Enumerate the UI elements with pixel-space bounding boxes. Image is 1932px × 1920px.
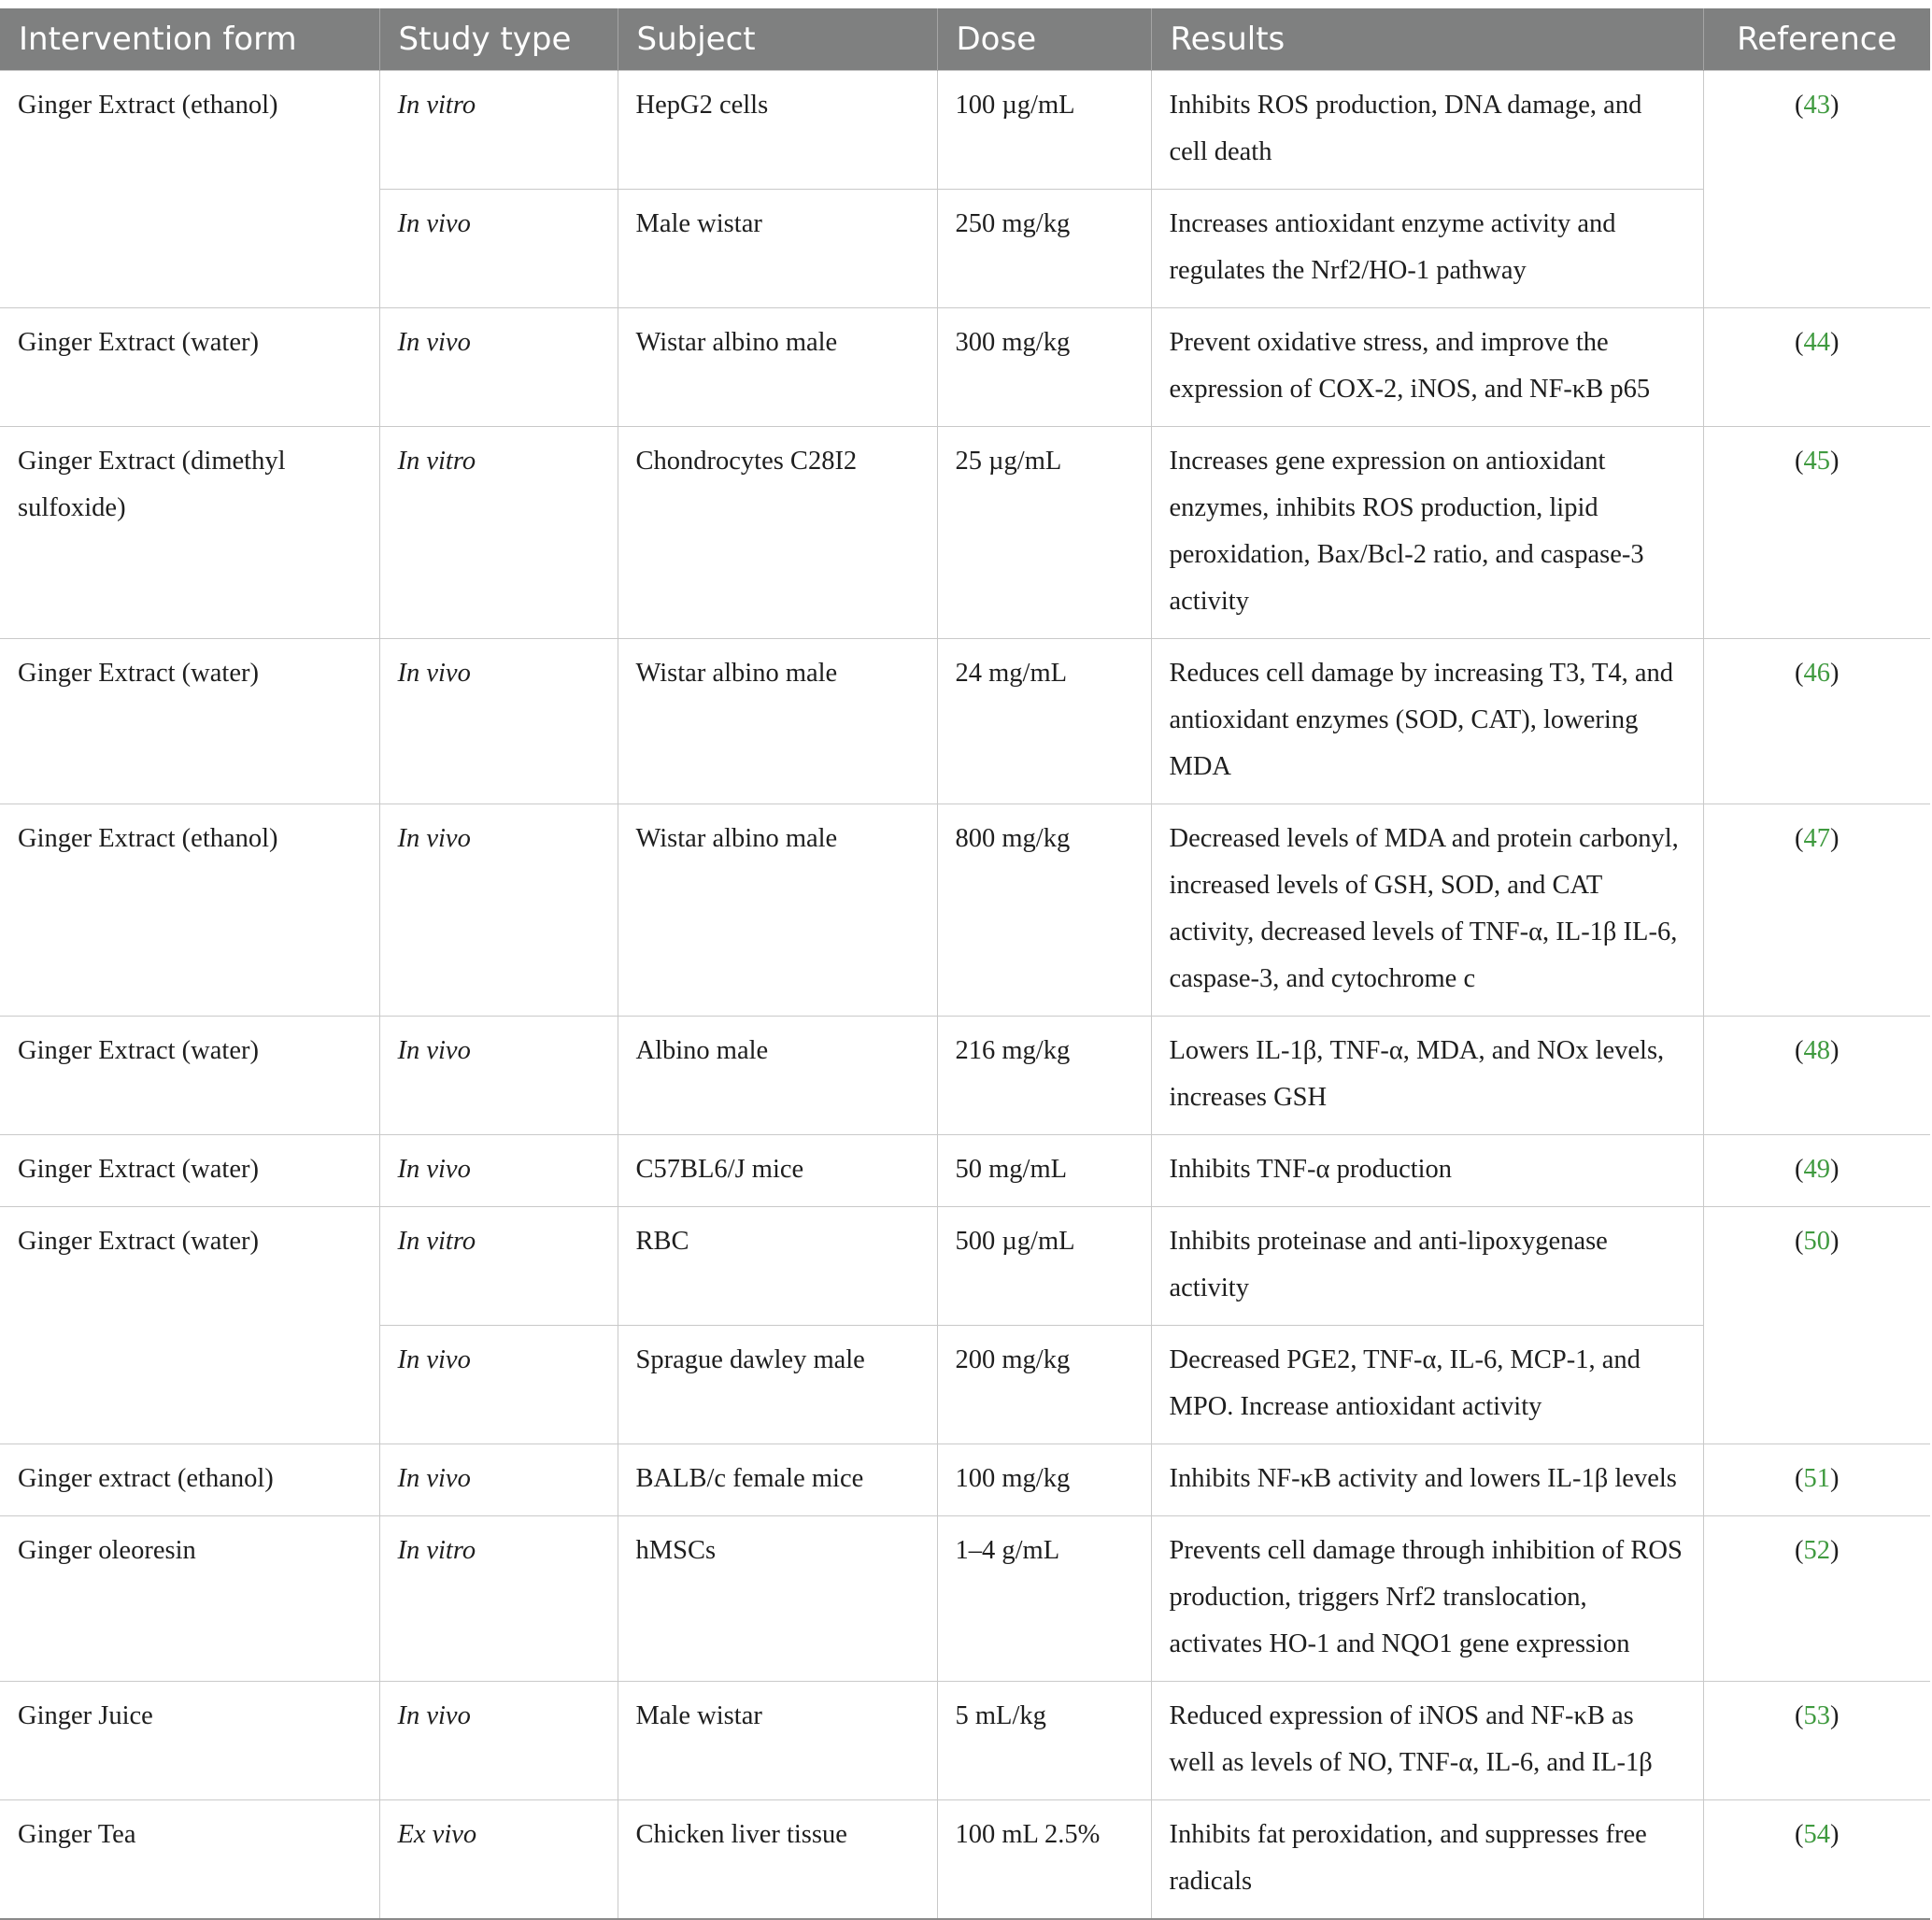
reference-cell bbox=[1703, 1207, 1930, 1444]
study-type-cell: In vitro bbox=[379, 1516, 618, 1682]
reference-cell bbox=[1703, 308, 1930, 427]
dose-cell: 1–4 g/mL bbox=[937, 1516, 1151, 1682]
study-type-cell: In vitro bbox=[379, 71, 618, 190]
reference-cell bbox=[1703, 1017, 1930, 1135]
paren-close: ) bbox=[1830, 328, 1840, 357]
table-body bbox=[0, 71, 1930, 1920]
intervention-form-cell: Ginger Extract (water) bbox=[0, 1207, 379, 1444]
paren-open: ( bbox=[1795, 328, 1804, 357]
reference-link[interactable]: 50 bbox=[1803, 1227, 1830, 1256]
paren-close: ) bbox=[1830, 447, 1840, 476]
reference-cell bbox=[1703, 71, 1930, 308]
results-cell: Inhibits fat peroxidation, and suppresses free radicals bbox=[1151, 1800, 1703, 1920]
subject-cell: Male wistar bbox=[618, 190, 937, 308]
header-dose: Dose bbox=[937, 8, 1151, 71]
reference-cell bbox=[1703, 1800, 1930, 1920]
table-row bbox=[0, 71, 1930, 190]
dose-cell: 800 mg/kg bbox=[937, 804, 1151, 1017]
table-row bbox=[0, 1207, 1930, 1326]
subject-cell: BALB/c female mice bbox=[618, 1444, 937, 1516]
results-cell: Lowers IL-1β, TNF-α, MDA, and NOx levels, increases GSH bbox=[1151, 1017, 1703, 1135]
results-cell: Inhibits NF-κB activity and lowers IL-1β levels bbox=[1151, 1444, 1703, 1516]
paren-open: ( bbox=[1795, 1536, 1804, 1565]
paren-close: ) bbox=[1830, 91, 1840, 120]
table-header bbox=[0, 8, 1930, 71]
study-type-cell: In vivo bbox=[379, 1017, 618, 1135]
results-cell: Inhibits proteinase and anti-lipoxygenase activity bbox=[1151, 1207, 1703, 1326]
table-row bbox=[0, 308, 1930, 427]
intervention-form-cell: Ginger Juice bbox=[0, 1682, 379, 1800]
study-type-cell: In vivo bbox=[379, 1326, 618, 1444]
reference-cell bbox=[1703, 1682, 1930, 1800]
study-type-cell: In vivo bbox=[379, 1682, 618, 1800]
intervention-form-cell: Ginger Extract (water) bbox=[0, 639, 379, 804]
intervention-form-cell: Ginger Extract (ethanol) bbox=[0, 804, 379, 1017]
table-row bbox=[0, 1135, 1930, 1207]
study-type-cell: In vivo bbox=[379, 804, 618, 1017]
subject-cell: Chicken liver tissue bbox=[618, 1800, 937, 1920]
study-type-cell: In vivo bbox=[379, 1444, 618, 1516]
table-container bbox=[0, 8, 1930, 1920]
paren-open: ( bbox=[1795, 1036, 1804, 1065]
paren-close: ) bbox=[1830, 824, 1840, 853]
paren-open: ( bbox=[1795, 1701, 1804, 1730]
paren-open: ( bbox=[1795, 1227, 1804, 1256]
header-row bbox=[0, 8, 1930, 71]
dose-cell: 200 mg/kg bbox=[937, 1326, 1151, 1444]
paren-open: ( bbox=[1795, 91, 1804, 120]
table-row bbox=[0, 1516, 1930, 1682]
table-row bbox=[0, 804, 1930, 1017]
table-row bbox=[0, 427, 1930, 639]
subject-cell: C57BL6/J mice bbox=[618, 1135, 937, 1207]
paren-open: ( bbox=[1795, 824, 1804, 853]
study-type-cell: In vivo bbox=[379, 1135, 618, 1207]
paren-close: ) bbox=[1830, 1036, 1840, 1065]
subject-cell: Albino male bbox=[618, 1017, 937, 1135]
paren-open: ( bbox=[1795, 447, 1804, 476]
dose-cell: 24 mg/mL bbox=[937, 639, 1151, 804]
paren-open: ( bbox=[1795, 1155, 1804, 1184]
study-type-cell: In vitro bbox=[379, 1207, 618, 1326]
intervention-form-cell: Ginger Extract (water) bbox=[0, 308, 379, 427]
header-study-type: Study type bbox=[379, 8, 618, 71]
subject-cell: HepG2 cells bbox=[618, 71, 937, 190]
intervention-form-cell: Ginger Extract (water) bbox=[0, 1135, 379, 1207]
paren-close: ) bbox=[1830, 1701, 1840, 1730]
reference-cell bbox=[1703, 427, 1930, 639]
subject-cell: Wistar albino male bbox=[618, 639, 937, 804]
subject-cell: Wistar albino male bbox=[618, 308, 937, 427]
reference-link[interactable]: 46 bbox=[1803, 659, 1830, 688]
dose-cell: 300 mg/kg bbox=[937, 308, 1151, 427]
table-row bbox=[0, 1444, 1930, 1516]
subject-cell: Wistar albino male bbox=[618, 804, 937, 1017]
subject-cell: Male wistar bbox=[618, 1682, 937, 1800]
study-type-cell: In vivo bbox=[379, 308, 618, 427]
table-row bbox=[0, 1800, 1930, 1920]
intervention-form-cell: Ginger Extract (water) bbox=[0, 1017, 379, 1135]
ginger-studies-table bbox=[0, 8, 1930, 1920]
header-reference: Reference bbox=[1703, 8, 1930, 71]
header-results: Results bbox=[1151, 8, 1703, 71]
table-row bbox=[0, 1017, 1930, 1135]
paren-open: ( bbox=[1795, 1820, 1804, 1849]
study-type-cell: In vivo bbox=[379, 190, 618, 308]
results-cell: Decreased levels of MDA and protein carbonyl, increased levels of GSH, SOD, and CAT activity, decreased levels of TNF-α, IL-1β IL-6, caspase-3, and cytochrome c bbox=[1151, 804, 1703, 1017]
reference-link[interactable]: 43 bbox=[1803, 91, 1830, 120]
header-subject: Subject bbox=[618, 8, 937, 71]
intervention-form-cell: Ginger oleoresin bbox=[0, 1516, 379, 1682]
reference-link[interactable]: 45 bbox=[1803, 447, 1830, 476]
results-cell: Increases antioxidant enzyme activity and regulates the Nrf2/HO-1 pathway bbox=[1151, 190, 1703, 308]
study-type-cell: In vitro bbox=[379, 427, 618, 639]
intervention-form-cell: Ginger extract (ethanol) bbox=[0, 1444, 379, 1516]
reference-link[interactable]: 48 bbox=[1803, 1036, 1830, 1065]
results-cell: Reduced expression of iNOS and NF-κB as well as levels of NO, TNF-α, IL-6, and IL-1β bbox=[1151, 1682, 1703, 1800]
results-cell: Increases gene expression on antioxidant enzymes, inhibits ROS production, lipid peroxidation, Bax/Bcl-2 ratio, and caspase-3 activity bbox=[1151, 427, 1703, 639]
intervention-form-cell: Ginger Extract (ethanol) bbox=[0, 71, 379, 308]
paren-open: ( bbox=[1795, 1464, 1804, 1493]
dose-cell: 50 mg/mL bbox=[937, 1135, 1151, 1207]
results-cell: Decreased PGE2, TNF-α, IL-6, MCP-1, and MPO. Increase antioxidant activity bbox=[1151, 1326, 1703, 1444]
results-cell: Inhibits TNF-α production bbox=[1151, 1135, 1703, 1207]
dose-cell: 216 mg/kg bbox=[937, 1017, 1151, 1135]
reference-cell bbox=[1703, 1444, 1930, 1516]
paren-close: ) bbox=[1830, 1820, 1840, 1849]
table-row bbox=[0, 639, 1930, 804]
results-cell: Inhibits ROS production, DNA damage, and cell death bbox=[1151, 71, 1703, 190]
reference-link[interactable]: 44 bbox=[1803, 328, 1830, 357]
paren-close: ) bbox=[1830, 1464, 1840, 1493]
dose-cell: 5 mL/kg bbox=[937, 1682, 1151, 1800]
intervention-form-cell: Ginger Extract (dimethyl sulfoxide) bbox=[0, 427, 379, 639]
dose-cell: 250 mg/kg bbox=[937, 190, 1151, 308]
results-cell: Prevent oxidative stress, and improve the expression of COX-2, iNOS, and NF-κB p65 bbox=[1151, 308, 1703, 427]
table-row bbox=[0, 1682, 1930, 1800]
dose-cell: 100 mL 2.5% bbox=[937, 1800, 1151, 1920]
intervention-form-cell: Ginger Tea bbox=[0, 1800, 379, 1920]
dose-cell: 500 µg/mL bbox=[937, 1207, 1151, 1326]
reference-link[interactable]: 54 bbox=[1803, 1820, 1830, 1849]
reference-link[interactable]: 51 bbox=[1803, 1464, 1830, 1493]
reference-cell bbox=[1703, 804, 1930, 1017]
study-type-cell: In vivo bbox=[379, 639, 618, 804]
dose-cell: 25 µg/mL bbox=[937, 427, 1151, 639]
reference-link[interactable]: 49 bbox=[1803, 1155, 1830, 1184]
reference-cell bbox=[1703, 1135, 1930, 1207]
dose-cell: 100 mg/kg bbox=[937, 1444, 1151, 1516]
reference-link[interactable]: 53 bbox=[1803, 1701, 1830, 1730]
subject-cell: RBC bbox=[618, 1207, 937, 1326]
paren-close: ) bbox=[1830, 1227, 1840, 1256]
study-type-cell: Ex vivo bbox=[379, 1800, 618, 1920]
reference-link[interactable]: 52 bbox=[1803, 1536, 1830, 1565]
paren-close: ) bbox=[1830, 659, 1840, 688]
reference-cell bbox=[1703, 639, 1930, 804]
results-cell: Reduces cell damage by increasing T3, T4, and antioxidant enzymes (SOD, CAT), lowering MDA bbox=[1151, 639, 1703, 804]
header-intervention-form: Intervention form bbox=[0, 8, 379, 71]
dose-cell: 100 µg/mL bbox=[937, 71, 1151, 190]
subject-cell: Sprague dawley male bbox=[618, 1326, 937, 1444]
results-cell: Prevents cell damage through inhibition of ROS production, triggers Nrf2 translocation, activates HO-1 and NQO1 gene expression bbox=[1151, 1516, 1703, 1682]
paren-open: ( bbox=[1795, 659, 1804, 688]
subject-cell: Chondrocytes C28I2 bbox=[618, 427, 937, 639]
subject-cell: hMSCs bbox=[618, 1516, 937, 1682]
paren-close: ) bbox=[1830, 1536, 1840, 1565]
paren-close: ) bbox=[1830, 1155, 1840, 1184]
reference-cell bbox=[1703, 1516, 1930, 1682]
reference-link[interactable]: 47 bbox=[1803, 824, 1830, 853]
